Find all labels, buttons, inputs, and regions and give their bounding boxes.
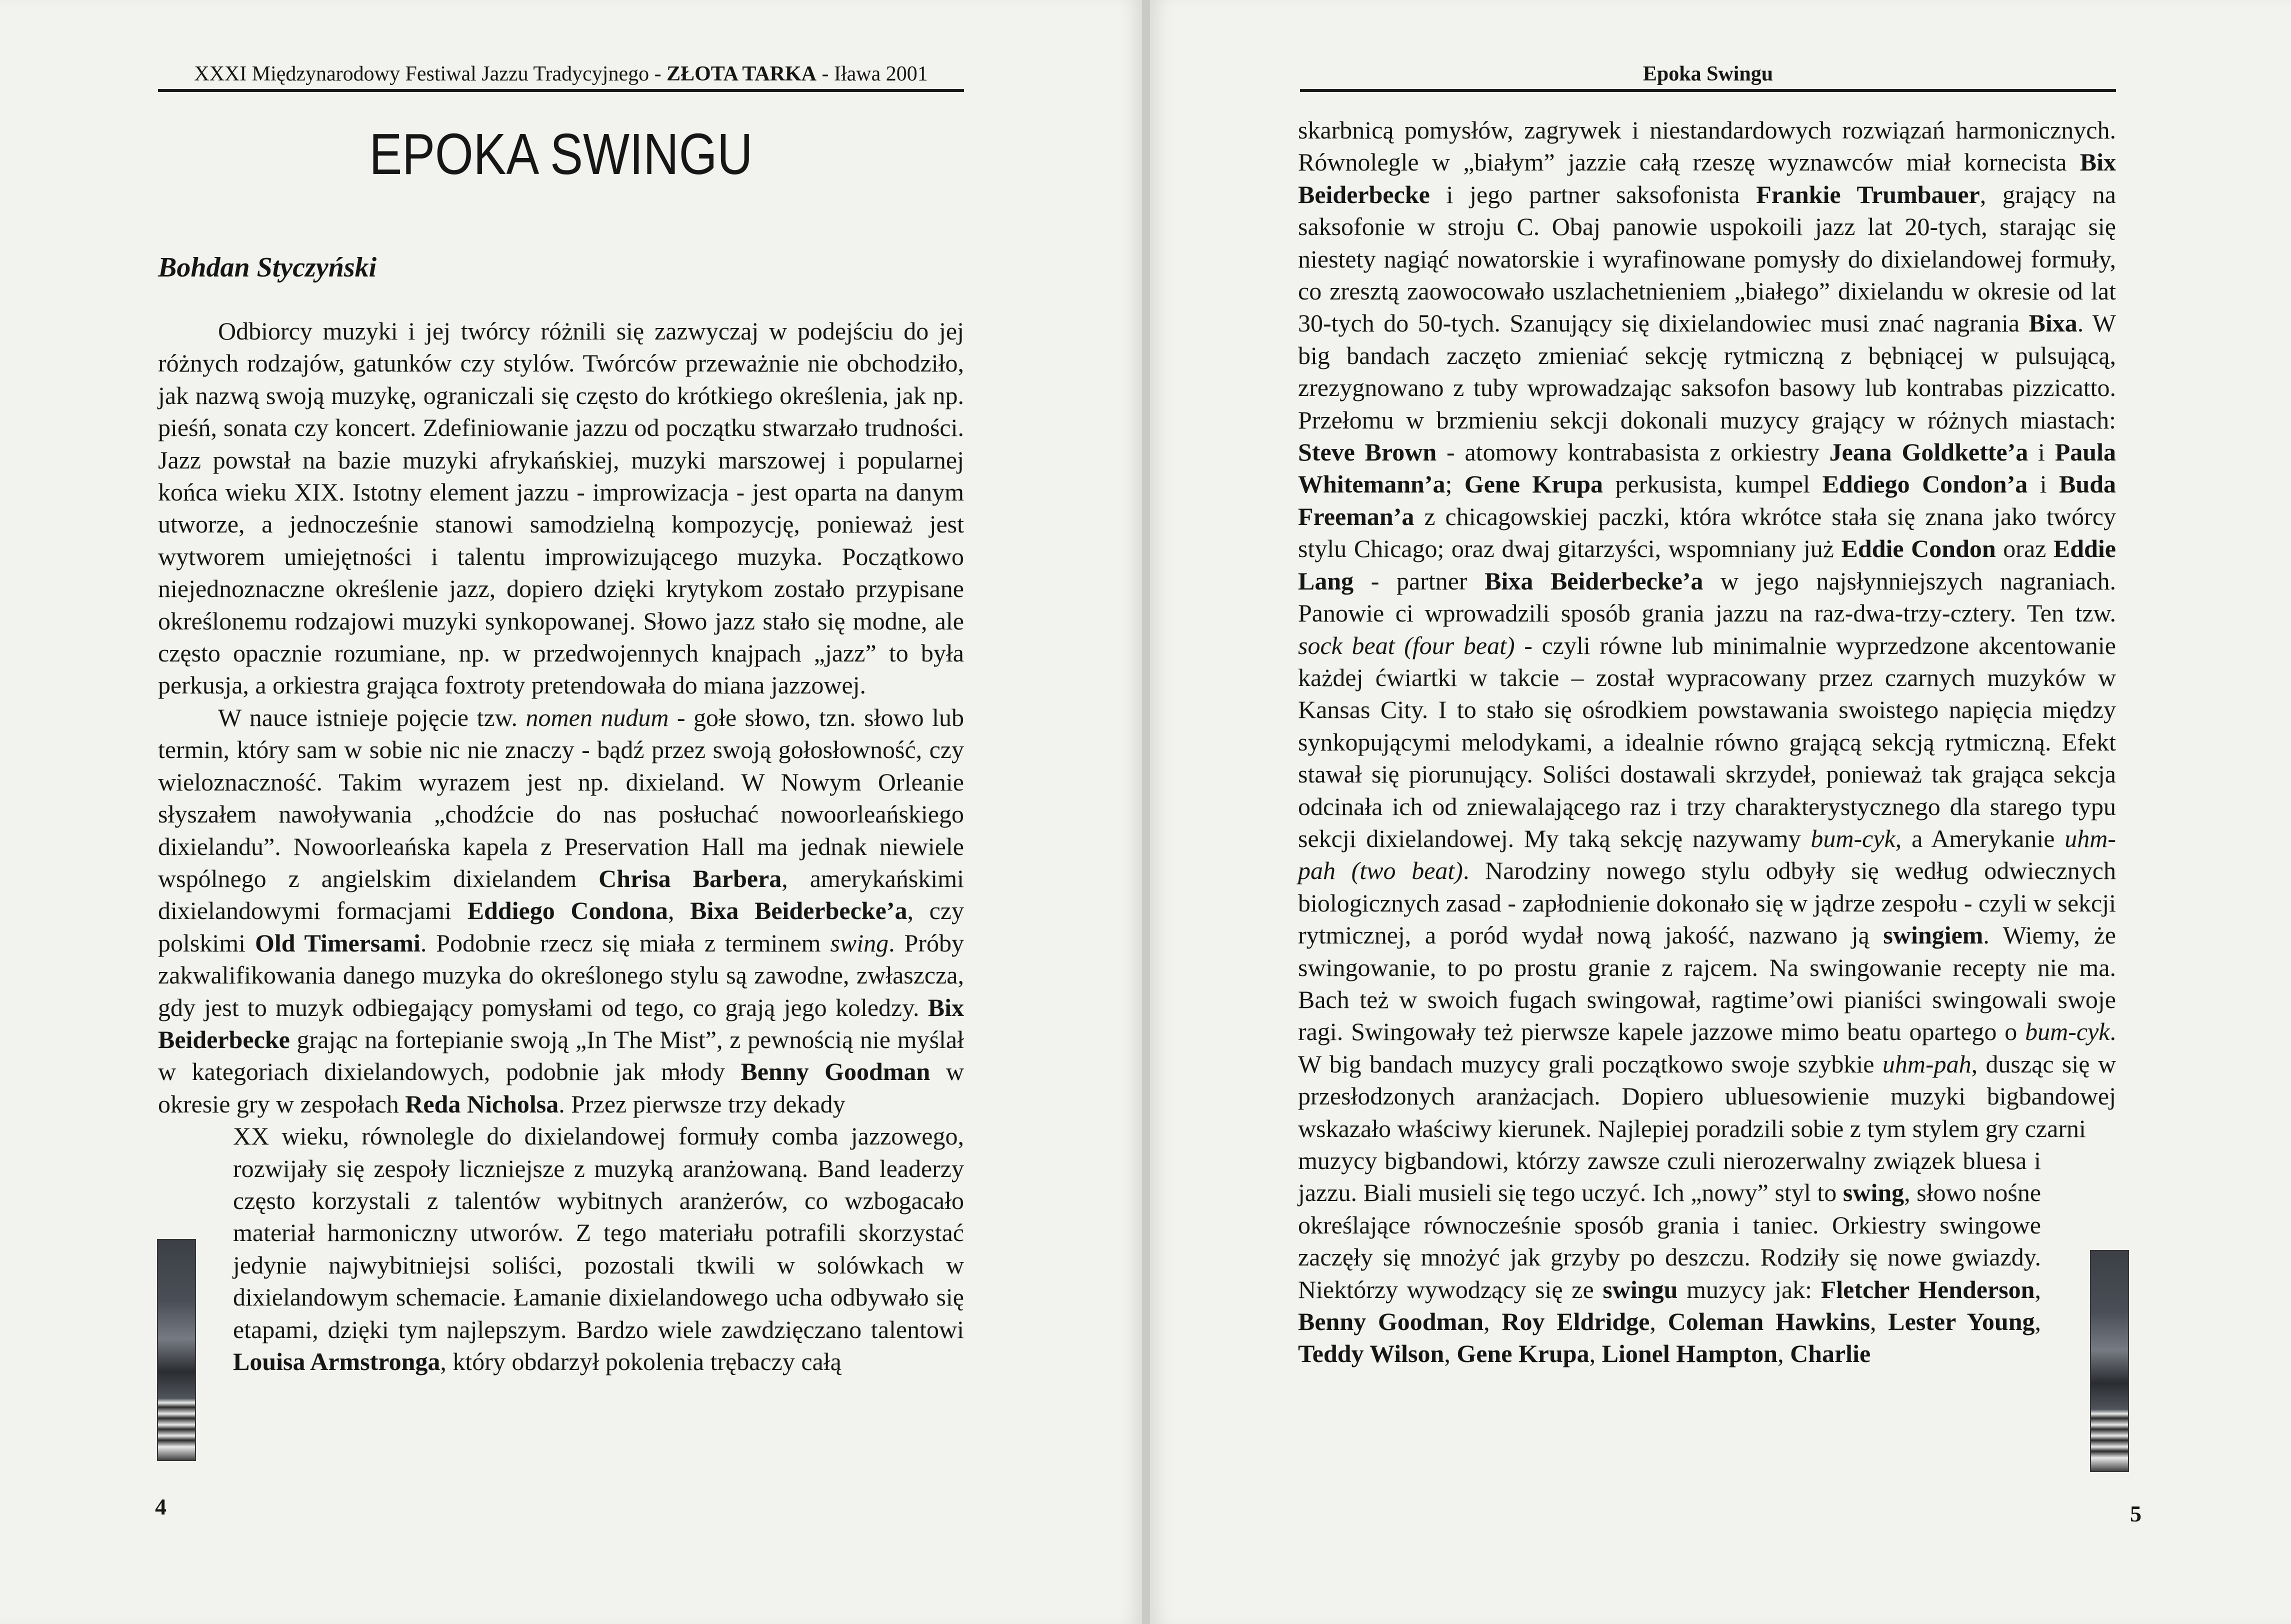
bold-name: swingu — [1602, 1275, 1678, 1304]
bold-name: swingiem — [1883, 921, 1984, 950]
text-run: , — [668, 896, 690, 925]
left-running-head — [158, 59, 964, 92]
italic-term: bum-cyk — [1810, 824, 1896, 852]
text-run: muzycy bigbandowi, którzy zawsze czuli nierozerwalny związek bluesa i jazzu. Biali musieli się tego uczyć. Ich „nowy” styl to — [1298, 1146, 2041, 1207]
left-page — [0, 0, 1142, 1624]
bold-name: Roy Eldridge — [1502, 1308, 1650, 1336]
text-run: z chicagowskiej paczki, która wkrótce stała się znana jako twórcy stylu Chicago; oraz dwaj gitarzyści, wspomniany już — [1298, 502, 2116, 563]
running-head-festival-name: ZŁOTA TARKA — [666, 62, 816, 86]
text-run: , — [1444, 1340, 1457, 1368]
paragraph — [1298, 114, 2116, 1144]
bold-name: Paula Whitemann’a — [1298, 438, 2116, 498]
paragraph — [1298, 1144, 2041, 1370]
text-run: . Wiemy, że swingowanie, to po prostu granie z rajcem. Na swingowanie recepty nie ma. Bach też w swoich fugach swingował, ragtime’owi pianiści swingowali swoje ragi. Swingowały też pierwsze kapele jazzowe mimo beatu opartego o — [1298, 921, 2116, 1046]
italic-term: swing — [830, 928, 889, 957]
piano-photo-thumbnail — [2090, 1250, 2129, 1472]
page-number: 5 — [2130, 1501, 2142, 1526]
text-run: . W big bandach zaczęto zmieniać sekcję rytmiczną z bębniącej w pulsującą, zrezygnowano z tuby wprowadzając saksofon basowy lub kontrabas pizzicatto. Przełomu w brzmieniu sekcji dokonali muzycy grający w różnych miastach: — [1298, 309, 2116, 434]
text-run: , — [2034, 1308, 2042, 1336]
bold-name: Bix Beiderbecke — [158, 993, 964, 1054]
bold-name: Reda Nicholsa — [405, 1090, 559, 1118]
bold-name: Eddiego Condon’a — [1822, 470, 2028, 498]
text-run: , grający na saksofonie w stroju C. Obaj panowie uspokoili jazz lat 20-tych, starając się niestety nagiąć nowatorskie i wyrafinowane pomysły do dixielandowej formuły, co zresztą zaowocowało uszlachetnieniem „białego” dixielandu w okresie od lat 30-tych do 50-tych. Szanujący się dixielandowiec musi znać nagrania — [1298, 180, 2116, 338]
text-run: W nauce istnieje pojęcie tzw. — [218, 703, 526, 732]
bold-name: Old Timersami — [254, 928, 420, 957]
paragraph: Odbiorcy muzyki i jej twórcy różnili się zazwyczaj w podejściu do jej różnych rodzajów, gatunków czy stylów. Twórców przeważnie nie obchodziło, jak nazwą swoją muzykę, ograniczali się często do krótkiego określenia, jak np. pieśń, sonata czy koncert. Zdefiniowanie jazzu od początku stwarzało trudności. Jazz powstał na bazie muzyki afrykańskiej, muzyki marszowej i popularnej końca wieku XIX. Istotny element jazzu - improwizacja - jest oparta na danym utworze, a jednocześnie stanowi samodzielną kompozycję, ponieważ jest wytworem umiejętności i talentu improwizującego muzyka. Początkowo niejednoznaczne określenie jazz, dopiero dzięki krytykom zostało przypisane określonemu rodzajowi muzyki synkopowanej. Słowo jazz stało się modne, ale często opacznie rozumiane, np. w przedwojennych knajpach „jazz” to była perkusja, a orkiestra grająca foxtroty pretendowała do miana jazzowej. — [158, 317, 964, 700]
running-head-prefix: XXXI Międzynarodowy Festiwal Jazzu Tradycyjnego - — [194, 62, 667, 86]
paragraph — [158, 702, 964, 1120]
bold-name: Fletcher Henderson — [1820, 1275, 2035, 1304]
text-run: , — [1778, 1340, 1790, 1368]
italic-term: uhm-pah (two beat) — [1298, 824, 2116, 885]
text-run: oraz — [1996, 534, 2054, 563]
article-author: Bohdan Styczyński — [158, 252, 377, 283]
paragraph — [233, 1120, 964, 1378]
bold-name: Eddiego Condona — [467, 896, 668, 925]
text-run: muzycy jak: — [1678, 1275, 1821, 1304]
italic-term: nomen nudum — [526, 703, 669, 732]
text-run: - gołe słowo, tzn. słowo lub termin, który sam w sobie nic nie znaczy - bądź przez swoją gołosłowność, czy wieloznaczność. Takim wyrazem jest np. dixieland. W Nowym Orleanie słyszałem nawoływania „chodźcie do nas posłuchać nowoorleańskiego dixielandu”. Nowoorleańska kapela z Preservation Hall ma jednak niewiele wspólnego z angielskim dixielandem — [158, 703, 964, 892]
piano-photo-thumbnail — [157, 1239, 196, 1461]
text-run: , słowo nośne określające równocześnie sposób grania i taniec. Orkiestry swingowe zaczęły się mnożyć jak grzyby po deszczu. Rodziły się nowe gwiazdy. Niektórzy wywodzący się ze — [1298, 1178, 2042, 1304]
italic-term: sock beat (four beat) — [1298, 631, 1515, 660]
text-run: , czy polskimi — [158, 896, 964, 957]
bold-name: Teddy Wilson — [1298, 1340, 1444, 1368]
text-run: grając na fortepianie swoją „In The Mist”, z pewnością nie myślał w kategoriach dixielandowych, podobnie jak młody — [158, 1025, 964, 1086]
text-run: , dusząc się w przesłodzonych aranżacjach. Dopiero ubluesowienie muzyki bigbandowej wskazało właściwy kierunek. Najlepiej poradzili sobie z tym stylem gry czarni — [1298, 1050, 2116, 1142]
text-run: w okresie gry w zespołach — [158, 1058, 964, 1118]
article-title: EPOKA SWINGU — [369, 122, 753, 186]
text-run: , — [2034, 1275, 2041, 1304]
text-run: - atomowy kontrabasista z orkiestry — [1436, 438, 1830, 466]
bold-name: Coleman Hawkins — [1668, 1308, 1870, 1336]
bold-name: Lionel Hampton — [1602, 1340, 1778, 1368]
bold-name: Benny Goodman — [740, 1058, 930, 1086]
text-run: . Podobnie rzecz się miała z terminem — [420, 928, 830, 957]
bold-name: Gene Krupa — [1464, 470, 1604, 498]
right-body-text — [1298, 114, 2116, 1370]
bold-name: Chrisa Barbera — [598, 864, 782, 892]
text-run: , — [1650, 1308, 1668, 1336]
bold-name: swing — [1842, 1178, 1904, 1207]
text-run: , — [1870, 1308, 1888, 1336]
text-run: . Próby zakwalifikowania danego muzyka do określonego stylu są zawodne, zwłaszcza, gdy jest to muzyk odbiegający pomysłami od tego, co grają jego koledzy. — [158, 928, 964, 1022]
text-run: - czyli równe lub minimalnie wyprzedzone akcentowanie każdej ćwiartki w takcie – został wypracowany przez czarnych muzyków w Kansas City. I to stało się ośrodkiem powstawania swoistego napięcia między synkopującymi melodykami, a idealnie równo grającą sekcją rytmiczną. Efekt stawał się piorunujący. Soliści dostawali skrzydeł, ponieważ tak grająca sekcja odcinała ich od zniewalającego raz i trzy charakterystycznego dla starego typu sekcji dixielandowej. My taką sekcję nazywamy — [1298, 631, 2116, 852]
bold-name: Eddie Condon — [1841, 534, 1996, 563]
text-run: skarbnicą pomysłów, zagrywek i niestandardowych rozwiązań harmonicznych. Równolegle w „białym” jazzie całą rzeszę wyznawców miał kornecista — [1298, 116, 2116, 176]
bold-name: Steve Brown — [1298, 438, 1437, 466]
text-run: . W big bandach muzycy grali początkowo swoje szybkie — [1298, 1018, 2116, 1078]
bold-name: Bix Beiderbecke — [1298, 148, 2116, 208]
bold-name: Lester Young — [1888, 1308, 2035, 1336]
text-run: i jego partner saksofonista — [1430, 180, 1756, 208]
text-run: , a Amerykanie — [1895, 824, 2065, 852]
text-run: , — [1484, 1308, 1502, 1336]
text-run: - partner — [1354, 566, 1485, 595]
bold-name: Frankie Trumbauer — [1756, 180, 1980, 208]
text-run: , który obdarzył pokolenia trębaczy całą — [440, 1348, 842, 1376]
bold-name: Benny Goodman — [1298, 1308, 1484, 1336]
text-run: . Narodziny nowego stylu odbyły się według odwiecznych biologicznych zasad - zapłodnienie dokonało się w jądrze zespołu - czyli w sekcji rytmicznej, a poród wydał nową jakość, nazwano ją — [1298, 856, 2116, 950]
right-page — [1150, 0, 2291, 1624]
left-body-text — [158, 315, 964, 1378]
bold-name: Bixa Beiderbecke’a — [1484, 566, 1704, 595]
text-run: XX wieku, równolegle do dixielandowej formuły comba jazzowego, rozwijały się zespoły liczniejsze z muzyką aranżowaną. Band leaderzy często korzystali z talentów wybitnych aranżerów, co wzbogacało materiał harmoniczny utworów. Z tego materiału potrafili skorzystać jedynie najwybitniejsi soliści, pozostali tkwili w solówkach w dixielandowym schemacie. Łamanie dixielandowego ucha odbywało się etapami, dzięki tym najlepszym. Bardzo wiele zawdzięczano talentowi — [233, 1122, 964, 1344]
running-head-suffix: - Iława 2001 — [816, 62, 928, 86]
bold-name: Eddie Lang — [1298, 534, 2116, 595]
book-gutter — [1142, 0, 1150, 1624]
bold-name: Charlie — [1790, 1340, 1871, 1368]
page-number: 4 — [155, 1494, 166, 1520]
bold-name: Bixa Beiderbecke’a — [690, 896, 908, 925]
text-run: i — [2028, 470, 2060, 498]
right-running-head: Epoka Swingu — [1300, 59, 2116, 92]
text-run: i — [2028, 438, 2055, 466]
text-run: , amerykańskimi dixielandowymi formacjami — [158, 864, 964, 925]
bold-name: Buda Freeman’a — [1298, 470, 2116, 530]
italic-term: bum-cyk — [2025, 1018, 2110, 1046]
bold-name: Bixa — [2028, 309, 2078, 338]
text-run: ; — [1445, 470, 1464, 498]
text-run: w jego najsłynniejszych nagraniach. Panowie ci wprowadzili sposób grania jazzu na raz-dwa-trzy-cztery. Ten tzw. — [1298, 566, 2116, 628]
text-run: . Przez pierwsze trzy dekady — [558, 1090, 846, 1118]
italic-term: uhm-pah — [1882, 1050, 1972, 1078]
bold-name: Gene Krupa — [1456, 1340, 1590, 1368]
text-run: perkusista, kumpel — [1603, 470, 1822, 498]
bold-name: Louisa Armstronga — [233, 1348, 440, 1376]
bold-name: Jeana Goldkette’a — [1829, 438, 2028, 466]
text-run: , — [1589, 1340, 1602, 1368]
